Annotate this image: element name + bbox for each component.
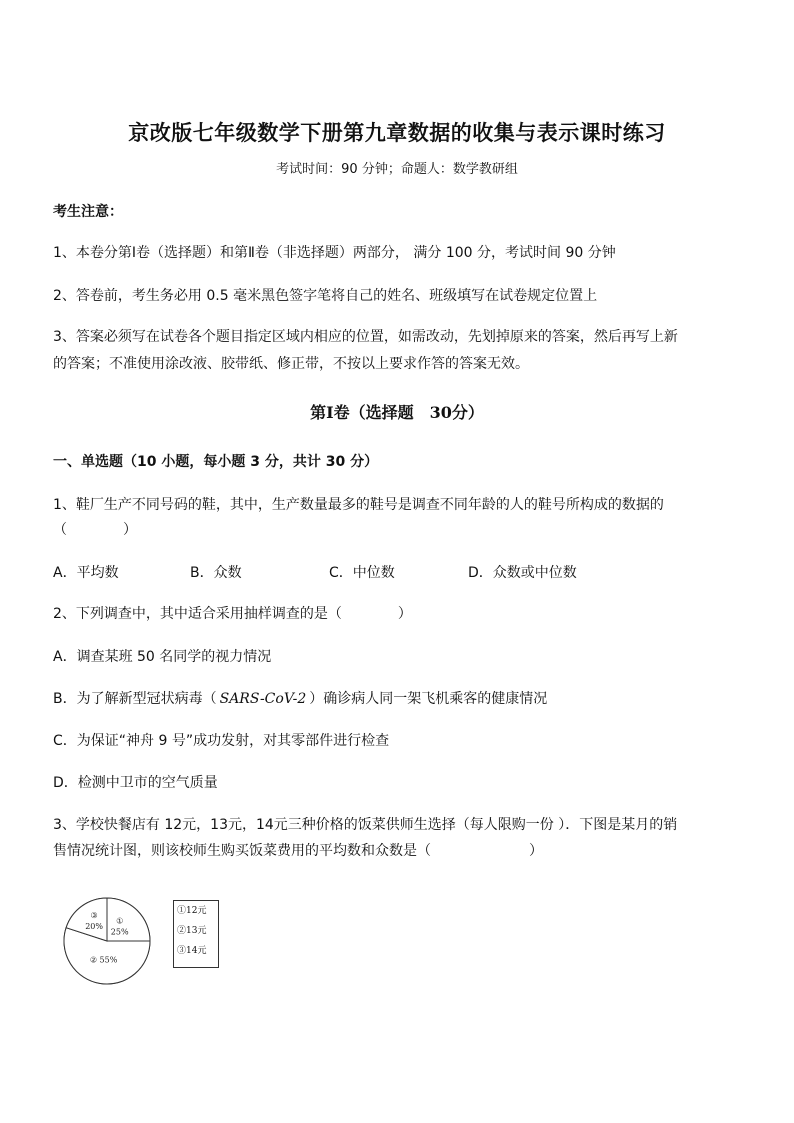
notice-item-3-line-2: 的答案；不准使用涂改液、胶带纸、修正带，不按以上要求作答的答案无效。 — [53, 356, 529, 372]
q1-option-b: B．众数 — [190, 565, 242, 581]
notice-item-1: 1、本卷分第Ⅰ卷（选择题）和第Ⅱ卷（非选择题）两部分， 满分 100 分，考试时间 90 分钟 — [53, 245, 616, 261]
q2-stem: 2、下列调查中，其中适合采用抽样调查的是（ ） — [53, 606, 412, 622]
q1-option-a: A．平均数 — [53, 565, 119, 581]
q2-option-b-virus: SARS-CoV-2 — [219, 691, 307, 707]
pie-label-2: ② 55% — [89, 955, 118, 965]
q1-stem-line-1: 1、鞋厂生产不同号码的鞋，其中，生产数量最多的鞋号是调查不同年龄的人的鞋号所构成的数据的 — [53, 497, 664, 513]
q2-option-b — [53, 688, 547, 708]
q3-stem-line-1: 3、学校快餐店有 12元，13元，14元三种价格的饭菜供师生选择（每人限购一份 ）．下图是某月的销 — [53, 817, 678, 833]
page-title: 京改版七年级数学下册第九章数据的收集与表示课时练习 — [128, 120, 666, 145]
pie-chart — [62, 897, 162, 987]
q2-option-d: D．检测中卫市的空气质量 — [53, 775, 218, 791]
legend-item-13: ②13元 — [177, 926, 207, 936]
q2-option-a: A．调查某班 50 名同学的视力情况 — [53, 649, 272, 665]
q1-stem-line-2: （ ） — [53, 522, 137, 538]
q3-stem-line-2: 售情况统计图，则该校师生购买饭菜费用的平均数和众数是（ ） — [53, 843, 543, 859]
pie-label-3: ③ 20% — [85, 911, 103, 932]
pie-legend — [173, 900, 219, 968]
exam-info: 考试时间：90 分钟；命题人：数学教研组 — [276, 162, 518, 177]
notice-heading: 考生注意： — [53, 204, 123, 220]
q2-option-b-pre: B．为了解新型冠状病毒（ — [53, 691, 217, 707]
notice-item-3-line-1: 3、答案必须写在试卷各个题目指定区域内相应的位置，如需改动，先划掉原来的答案，然后再写上新 — [53, 329, 678, 345]
part-heading: 一、单选题（10 小题，每小题 3 分，共计 30 分） — [53, 454, 379, 470]
section-title: 第Ⅰ卷（选择题 30分） — [310, 403, 484, 422]
q1-option-c: C．中位数 — [329, 565, 395, 581]
q2-option-b-post: ）确诊病人同一架飞机乘客的健康情况 — [309, 691, 548, 707]
legend-item-12: ①12元 — [177, 906, 207, 916]
q1-option-d: D．众数或中位数 — [468, 565, 577, 581]
pie-label-1: ① 25% — [110, 916, 129, 937]
legend-item-14: ③14元 — [177, 946, 207, 956]
notice-item-2: 2、答卷前，考生务必用 0.5 毫米黑色签字笔将自己的姓名、班级填写在试卷规定位置上 — [53, 288, 598, 304]
q2-option-c: C．为保证“神舟 9 号”成功发射，对其零部件进行检查 — [53, 733, 390, 749]
